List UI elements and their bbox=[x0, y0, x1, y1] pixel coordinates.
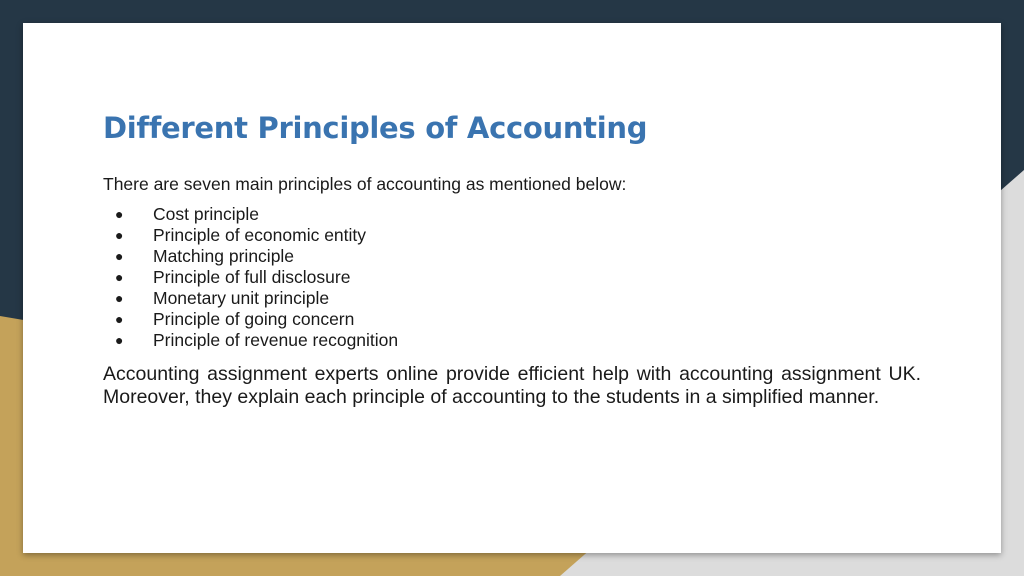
list-item-label: Matching principle bbox=[153, 246, 295, 266]
closing-paragraph: Accounting assignment experts online provide efficient help with accounting assignment UK. Moreover, they explain each principle of accounting to the students in a simplified manner. bbox=[103, 363, 921, 408]
bullet-icon: ● bbox=[115, 290, 124, 306]
bullet-icon: ● bbox=[115, 311, 124, 327]
list-item-label: Principle of going concern bbox=[153, 309, 355, 329]
bullet-icon: ● bbox=[115, 332, 124, 348]
list-item-label: Principle of economic entity bbox=[153, 225, 367, 245]
list-item-label: Principle of revenue recognition bbox=[153, 330, 399, 350]
slide-card bbox=[23, 23, 1001, 553]
list-item-label: Principle of full disclosure bbox=[153, 267, 351, 287]
bullet-icon: ● bbox=[115, 227, 124, 243]
slide-title: Different Principles of Accounting bbox=[103, 111, 648, 145]
bullet-icon: ● bbox=[115, 269, 124, 285]
list-item-label: Cost principle bbox=[153, 204, 260, 224]
bullet-icon: ● bbox=[115, 206, 124, 222]
intro-text: There are seven main principles of accounting as mentioned below: bbox=[103, 174, 627, 194]
list-item-label: Monetary unit principle bbox=[153, 288, 330, 308]
bullet-icon: ● bbox=[115, 248, 124, 264]
